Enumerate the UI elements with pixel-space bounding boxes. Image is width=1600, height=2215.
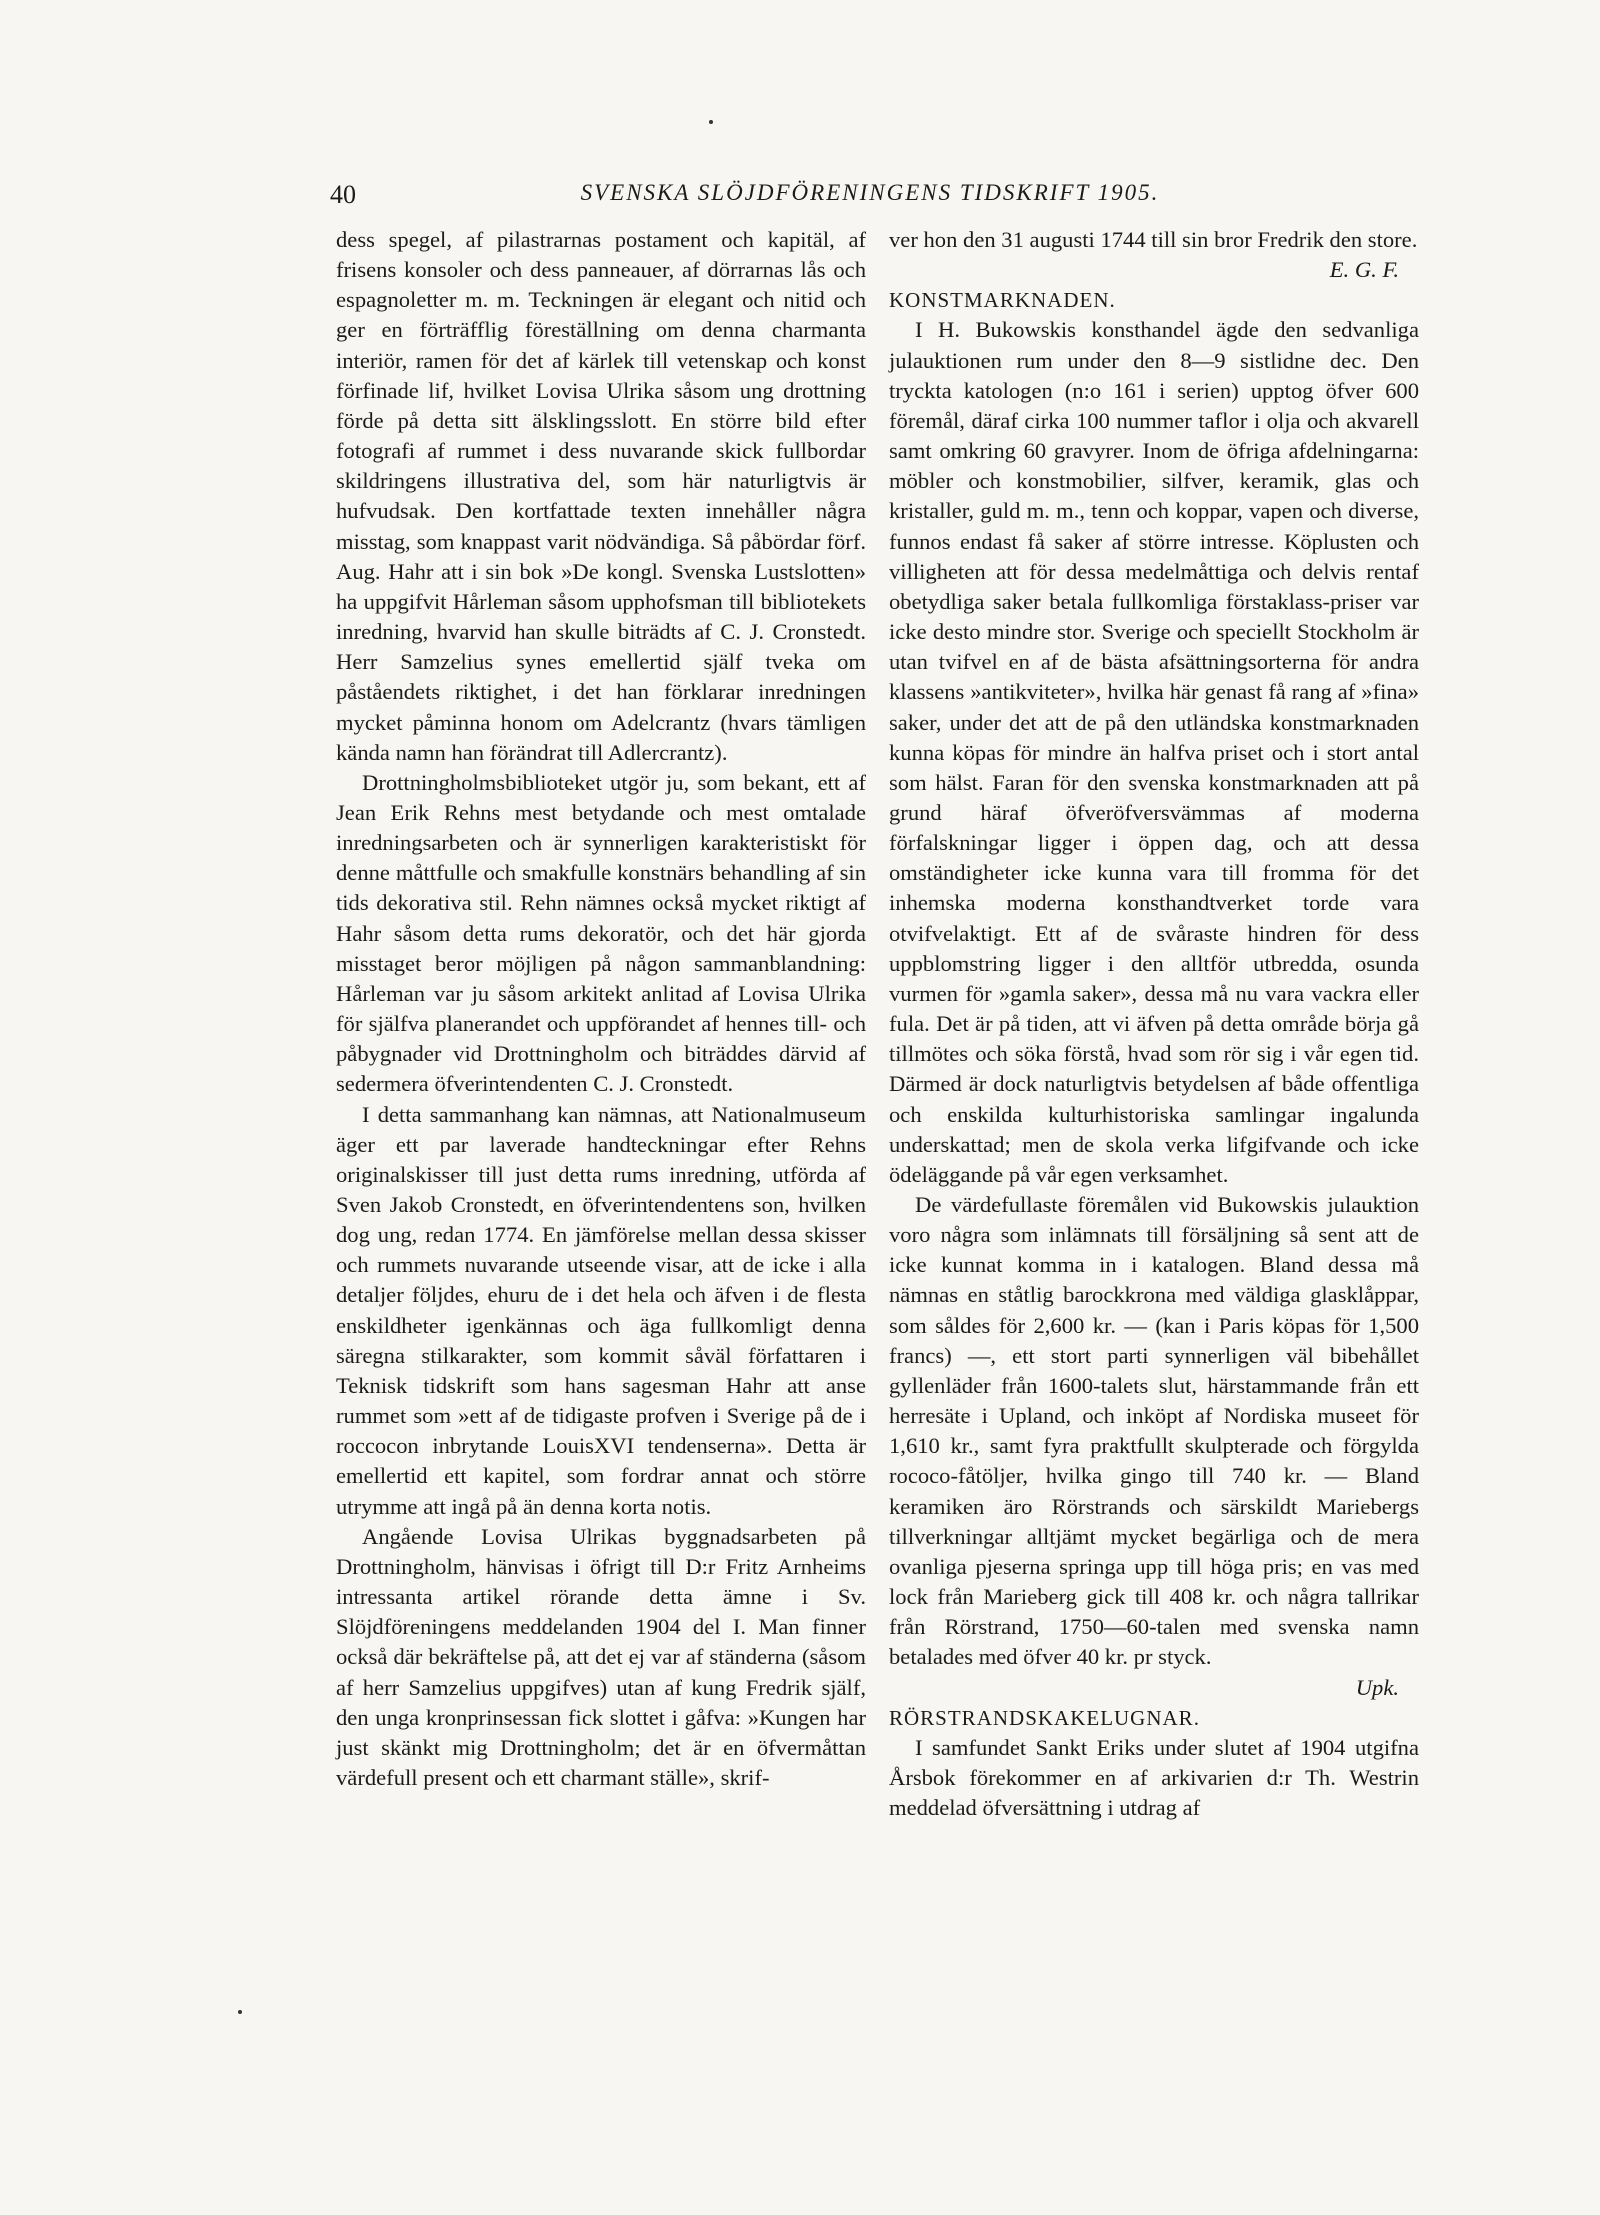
- paragraph: De värdefullaste föremålen vid Bukowskis julauktion voro några som inlämnats till försäljning så sent att de icke kunnat komma in i katalogen. Bland dessa må nämnas en ståtlig barockkrona med väldiga glasklåppar, som såldes för 2,600 kr. — (kan i Paris köpas för 1,500 francs) —, ett stort parti synnerligen väl bibehållet gyllenläder från 1600-talets slut, härstammande från ett herresäte i Upland, och inköpt af Nordiska museet för 1,610 kr., samt fyra praktfullt skulpterade och förgylda rococo-fåtöljer, hvilka gingo till 740 kr. — Bland keramiken äro Rörstrands och särskildt Mariebergs tillverkningar alltjämt mycket begärliga och de mera ovanliga pjeserna springa upp till höga pris; en vas med lock från Marieberg gick till 408 kr. och några tallrikar från Rörstrand, 1750—60-talen med svenska namn betalades med öfver 40 kr. pr styck.: [889, 1192, 1419, 1670]
- page-number: 40: [330, 180, 356, 209]
- print-speck-top: [709, 120, 713, 124]
- paragraph: I samfundet Sankt Eriks under slutet af 1904 utgifna Årsbok förekommer en af arkivarien d:r Th. Westrin meddelad öfversättning i utdrag af: [889, 1734, 1419, 1821]
- paragraph: I detta sammanhang kan nämnas, att Nationalmuseum äger ett par laverade handteckningar efter Rehns originalskisser till just detta rums inredning, utförda af Sven Jakob Cronstedt, en öfverintendentens son, hvilken dog ung, redan 1774. En jämförelse mellan dessa skisser och rummets nuvarande utseende visar, att de icke i alla detaljer följdes, ehuru de i det hela och äfven i de flesta enskildheter igenkännas och äga fullkomligt denna säregna stilkarakter, som kommit såväl författaren i Teknisk tidskrift som hans sagesman Hahr att anse rummet som »ett af de tidigaste profven i Sverige på de i roccocon inbrytande LouisXVI tendenserna». Detta är emellertid ett kapitel, som fordrar annat och större utrymme att ingå på än denna korta notis.: [336, 1101, 866, 1519]
- section-heading: KONSTMARKNADEN.: [889, 288, 1116, 313]
- paragraph: Angående Lovisa Ulrikas byggnadsarbeten på Drottningholm, hänvisas i öfrigt till D:r Fritz Arnheims intressanta artikel rörande detta ämne i Sv. Slöjdföreningens meddelanden 1904 del I. Man finner också där bekräftelse på, att det ej var af ständerna (såsom af herr Samzelius uppgifves) utan af kung Fredrik själf, den unga kronprinsessan fick slottet i gåfva: »Kungen har just skänkt mig Drottningholm; det är en öfvermåttan värdefull present och ett charmant ställe», skrif-: [336, 1523, 866, 1790]
- right-column: [889, 225, 1419, 1823]
- running-title: SVENSKA SLÖJDFÖRENINGENS TIDSKRIFT 1905.: [580, 180, 1160, 205]
- section-heading: RÖRSTRANDSKAKELUGNAR.: [889, 1705, 1200, 1730]
- paragraph: Drottningholmsbiblioteket utgör ju, som bekant, ett af Jean Erik Rehns mest betydande och mest omtalade inredningsarbeten och är synnerligen karakteristiskt för denne måttfulle och smakfulle konstnärs behandling af sin tids dekorativa stil. Rehn nämnes också mycket riktigt af Hahr såsom detta rums dekoratör, och det här gjorda misstaget beror möjligen på någon sammanblandning: Hårleman var ju såsom arkitekt anlitad af Lovisa Ulrika för själfva planerandet och uppförandet af hennes till- och påbygnader vid Drottningholm och biträddes därvid af sedermera öfverintendenten C. J. Cronstedt.: [336, 769, 866, 1097]
- paragraph: I H. Bukowskis konsthandel ägde den sedvanliga julauktionen rum under den 8—9 sistlidne dec. Den tryckta katologen (n:o 161 i serien) upptog öfver 600 föremål, däraf cirka 100 nummer taflor i olja och akvarell samt omkring 60 gravyrer. Inom de öfriga afdelningarna: möbler och konstmobilier, silfver, keramik, glas och kristaller, guld m. m., tenn och koppar, vapen och diverse, funnos endast få saker af större intresse. Köplusten och villigheten att för dessa medelmåttiga och delvis rentaf obetydliga saker betala fullkomliga förstaklass-priser var icke desto mindre stor. Sverige och speciellt Stockholm är utan tvifvel en af de bästa afsättningsorterna för andra klassens »antikviteter», hvilka här genast få rang af »fina» saker, under det att de på den utländska konstmarknaden kunna köpas för mindre än halfva priset och i stort antal som hälst. Faran för den svenska konstmarknaden att på grund häraf öfveröfversvämmas af moderna förfalskningar ligger i öppen dag, och att dessa omständigheter icke kunna vara till fromma för det inhemska moderna konsthandtverket torde vara otvifvelaktigt. Ett af de svåraste hindren för dess uppblomstring ligger i den alltför utbredda, osunda vurmen för »gamla saker», dessa må nu vara vackra eller fula. Det är på tiden, att vi äfven på detta område börja gå tillmötes och söka förstå, hvad som rör sig i vår egen tid. Därmed är dock naturligtvis betydelsen af både offentliga och enskilda kulturhistoriska samlingar ingalunda underskattad; men de skola verka lifgifvande och icke ödeläggande på vår egen verksamhet.: [889, 317, 1419, 1187]
- author-signature: Upk.: [1355, 1674, 1399, 1700]
- left-column: [336, 225, 866, 1793]
- author-signature: E. G. F.: [1329, 257, 1399, 283]
- print-speck-bottom: [238, 2010, 242, 2014]
- page-header: [330, 180, 1410, 216]
- paragraph-continuation: ver hon den 31 augusti 1744 till sin bror Fredrik den store.: [889, 227, 1418, 252]
- paragraph: dess spegel, af pilastrarnas postament och kapitäl, af frisens konsoler och dess panneauer, af dörrarnas lås och espagnoletter m. m. Teckningen är elegant och nitid och ger en förträfflig föreställning om denna charmanta interiör, ramen för det af kärlek till vetenskap och konst förfinade lif, hvilket Lovisa Ulrika såsom ung drottning förde på detta sitt älsklingsslott. En större bild efter fotografi af rummet i dess nuvarande skick fullbordar skildringens illustrativa del, som här naturligtvis är hufvudsak. Den kortfattade texten innehåller några misstag, som knappast varit nödvändiga. Så påbördar förf. Aug. Hahr att i sin bok »De kongl. Svenska Lustslotten» ha uppgifvit Hårleman såsom upphofsman till bibliotekets inredning, hvarvid han skulle biträdts af C. J. Cronstedt. Herr Samzelius synes emellertid själf tveka om påståendets riktighet, i det han förklarar inredningen mycket påminna honom om Adelcrantz (hvars tämligen kända namn han förändrat till Adlercrantz).: [336, 227, 866, 765]
